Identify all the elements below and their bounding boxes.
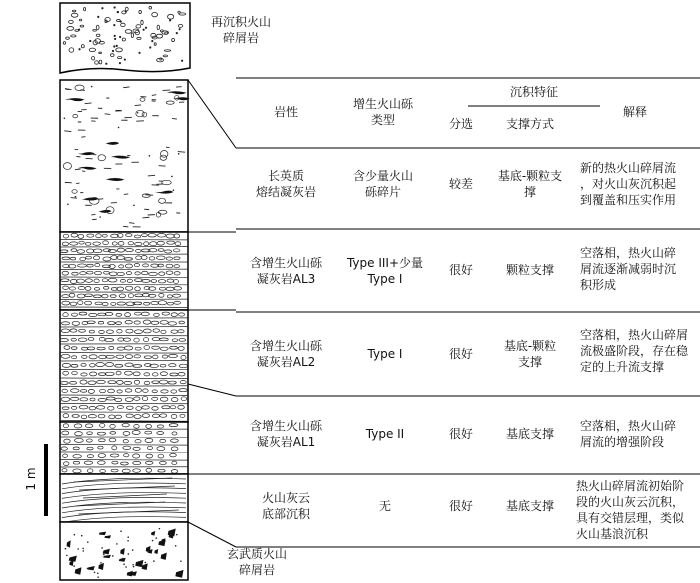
row-4-lithology: 火山灰云 底部沉积 bbox=[261, 491, 310, 521]
header-sorting: 分选 bbox=[448, 117, 473, 131]
row-4-support: 基底支撑 bbox=[505, 499, 554, 513]
row-4-interpretation: 热火山碎屑流初始阶 段的火山灰云沉积， 具有交错层理，类似 火山基浪沉积 bbox=[576, 479, 685, 541]
row-0-sorting: 较差 bbox=[448, 177, 473, 191]
header-support: 支撑方式 bbox=[505, 117, 554, 131]
row-3-support: 基底支撑 bbox=[505, 427, 554, 441]
column-al1 bbox=[60, 422, 188, 474]
row-1-sorting: 很好 bbox=[448, 263, 473, 277]
row-2-type: Type I bbox=[367, 347, 403, 361]
row-3-sorting: 很好 bbox=[448, 427, 473, 441]
row-0-type: 含少量火山 砾碎片 bbox=[352, 169, 413, 199]
reworked-volcaniclastic-unit bbox=[60, 3, 190, 73]
row-2-interpretation: 空落相，热火山碎屑 流极盛阶段，存在稳 定的上升流支撑 bbox=[580, 328, 689, 374]
row-3-interpretation: 空落相，热火山碎 屑流的增强阶段 bbox=[580, 419, 677, 449]
row-3-type: Type II bbox=[365, 427, 405, 441]
row-4-sorting: 很好 bbox=[448, 499, 473, 513]
column-al3 bbox=[60, 232, 188, 310]
header-sedimentary-features: 沉积特征 bbox=[509, 85, 558, 99]
column-ash-cloud-base bbox=[60, 474, 188, 522]
row-1-type: Type III+少量 Type I bbox=[346, 256, 424, 286]
column-basaltic bbox=[60, 522, 188, 580]
scale-label: 1 m bbox=[24, 467, 38, 491]
row-1-support: 颗粒支撑 bbox=[505, 263, 554, 277]
column-al2 bbox=[60, 310, 188, 422]
top-unit-label: 再沉积火山 碎屑岩 bbox=[210, 15, 271, 45]
header-accretionary-type: 增生火山砾 类型 bbox=[352, 97, 413, 127]
header-interpretation: 解释 bbox=[622, 105, 647, 119]
header-lithology: 岩性 bbox=[273, 105, 298, 119]
row-3-lithology: 含增生火山砾 凝灰岩AL1 bbox=[249, 419, 322, 449]
row-1-lithology: 含增生火山砾 凝灰岩AL3 bbox=[249, 256, 322, 286]
bottom-unit-label: 玄武质火山 碎屑岩 bbox=[226, 547, 287, 577]
row-4-type: 无 bbox=[378, 499, 391, 513]
table-lines bbox=[188, 78, 700, 547]
row-2-support: 基底-颗粒 支撑 bbox=[503, 339, 557, 369]
row-0-support: 基底-颗粒支 撑 bbox=[497, 169, 563, 199]
row-2-sorting: 很好 bbox=[448, 347, 473, 361]
row-1-interpretation: 空落相，热火山碎 屑流逐渐减弱时沉 积形成 bbox=[580, 246, 677, 292]
row-0-interpretation: 新的热火山碎屑流 ，对火山灰沉积起 到覆盖和压实作用 bbox=[580, 161, 677, 207]
row-0-lithology: 长英质 熔结凝灰岩 bbox=[255, 169, 316, 199]
row-2-lithology: 含增生火山砾 凝灰岩AL2 bbox=[249, 339, 322, 369]
column-ignimbrite bbox=[60, 80, 190, 232]
